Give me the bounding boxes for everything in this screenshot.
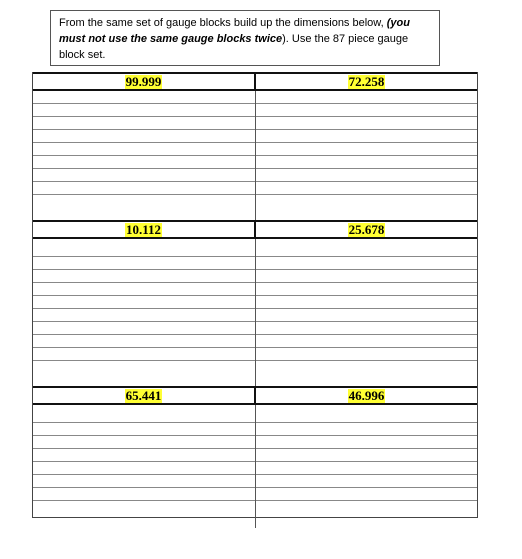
- answer-line[interactable]: [33, 501, 255, 528]
- answer-line[interactable]: [256, 104, 478, 117]
- answer-line[interactable]: [33, 117, 255, 130]
- dimension-block-3: [33, 386, 477, 528]
- answer-line[interactable]: [256, 143, 478, 156]
- answer-line[interactable]: [33, 462, 255, 475]
- dimension-header-row: [33, 220, 477, 239]
- dimension-block-1: [33, 72, 477, 220]
- answer-line[interactable]: [33, 104, 255, 117]
- answer-column[interactable]: [255, 405, 478, 528]
- dimension-header-cell: [254, 388, 477, 403]
- answer-line[interactable]: [33, 239, 255, 257]
- answer-line[interactable]: [33, 270, 255, 283]
- dimension-value: 99.999: [125, 73, 162, 89]
- dimension-value: 65.441: [125, 387, 162, 403]
- answer-line[interactable]: [256, 257, 478, 270]
- dimension-header-cell: [33, 388, 254, 403]
- dimension-header-row: [33, 72, 477, 91]
- answer-line[interactable]: [33, 423, 255, 436]
- answer-column[interactable]: [33, 405, 255, 528]
- answer-line[interactable]: [33, 169, 255, 182]
- answer-line[interactable]: [33, 361, 255, 386]
- answer-line[interactable]: [256, 130, 478, 143]
- answer-line[interactable]: [33, 130, 255, 143]
- answer-line[interactable]: [256, 195, 478, 220]
- answer-line[interactable]: [33, 296, 255, 309]
- answer-line[interactable]: [33, 475, 255, 488]
- dimension-value: 72.258: [348, 73, 385, 89]
- worksheet-table: [32, 72, 478, 518]
- answer-line[interactable]: [256, 117, 478, 130]
- dimension-header-cell: [254, 222, 477, 237]
- answer-line[interactable]: [256, 309, 478, 322]
- answer-line[interactable]: [33, 348, 255, 361]
- answer-column[interactable]: [33, 91, 255, 220]
- answer-rows: [33, 239, 477, 386]
- answer-line[interactable]: [33, 309, 255, 322]
- answer-line[interactable]: [256, 169, 478, 182]
- answer-line[interactable]: [256, 436, 478, 449]
- answer-line[interactable]: [256, 475, 478, 488]
- answer-line[interactable]: [33, 436, 255, 449]
- answer-line[interactable]: [33, 405, 255, 423]
- answer-line[interactable]: [256, 322, 478, 335]
- answer-column[interactable]: [33, 239, 255, 386]
- answer-rows: [33, 91, 477, 220]
- dimension-header-cell: [33, 74, 254, 89]
- dimension-header-cell: [254, 74, 477, 89]
- answer-line[interactable]: [256, 462, 478, 475]
- answer-line[interactable]: [33, 335, 255, 348]
- dimension-value: 10.112: [125, 221, 162, 237]
- answer-line[interactable]: [256, 156, 478, 169]
- answer-rows: [33, 405, 477, 528]
- dimension-header-row: [33, 386, 477, 405]
- answer-line[interactable]: [256, 296, 478, 309]
- answer-line[interactable]: [33, 449, 255, 462]
- answer-line[interactable]: [256, 348, 478, 361]
- answer-line[interactable]: [256, 335, 478, 348]
- answer-line[interactable]: [256, 182, 478, 195]
- answer-line[interactable]: [33, 143, 255, 156]
- answer-column[interactable]: [255, 239, 478, 386]
- answer-line[interactable]: [256, 501, 478, 528]
- answer-line[interactable]: [256, 239, 478, 257]
- answer-line[interactable]: [33, 91, 255, 104]
- answer-line[interactable]: [256, 449, 478, 462]
- answer-line[interactable]: [33, 322, 255, 335]
- dimension-value: 25.678: [348, 221, 385, 237]
- answer-line[interactable]: [256, 91, 478, 104]
- dimension-block-2: [33, 220, 477, 386]
- answer-line[interactable]: [256, 423, 478, 436]
- answer-line[interactable]: [33, 257, 255, 270]
- answer-line[interactable]: [256, 270, 478, 283]
- instructions-box: [50, 10, 440, 66]
- dimension-header-cell: [33, 222, 254, 237]
- answer-line[interactable]: [33, 195, 255, 220]
- instructions-text: From the same set of gauge blocks build up the dimensions below,: [59, 17, 387, 29]
- answer-line[interactable]: [33, 156, 255, 169]
- answer-line[interactable]: [33, 283, 255, 296]
- dimension-value: 46.996: [348, 387, 385, 403]
- instructions-emphasis: (you must not use the same gauge blocks twice: [59, 17, 410, 45]
- answer-line[interactable]: [256, 405, 478, 423]
- answer-line[interactable]: [33, 182, 255, 195]
- answer-line[interactable]: [256, 361, 478, 386]
- answer-line[interactable]: [256, 488, 478, 501]
- answer-line[interactable]: [33, 488, 255, 501]
- instructions-text-end: ). Use the 87 piece gauge block set.: [59, 33, 409, 61]
- answer-column[interactable]: [255, 91, 478, 220]
- answer-line[interactable]: [256, 283, 478, 296]
